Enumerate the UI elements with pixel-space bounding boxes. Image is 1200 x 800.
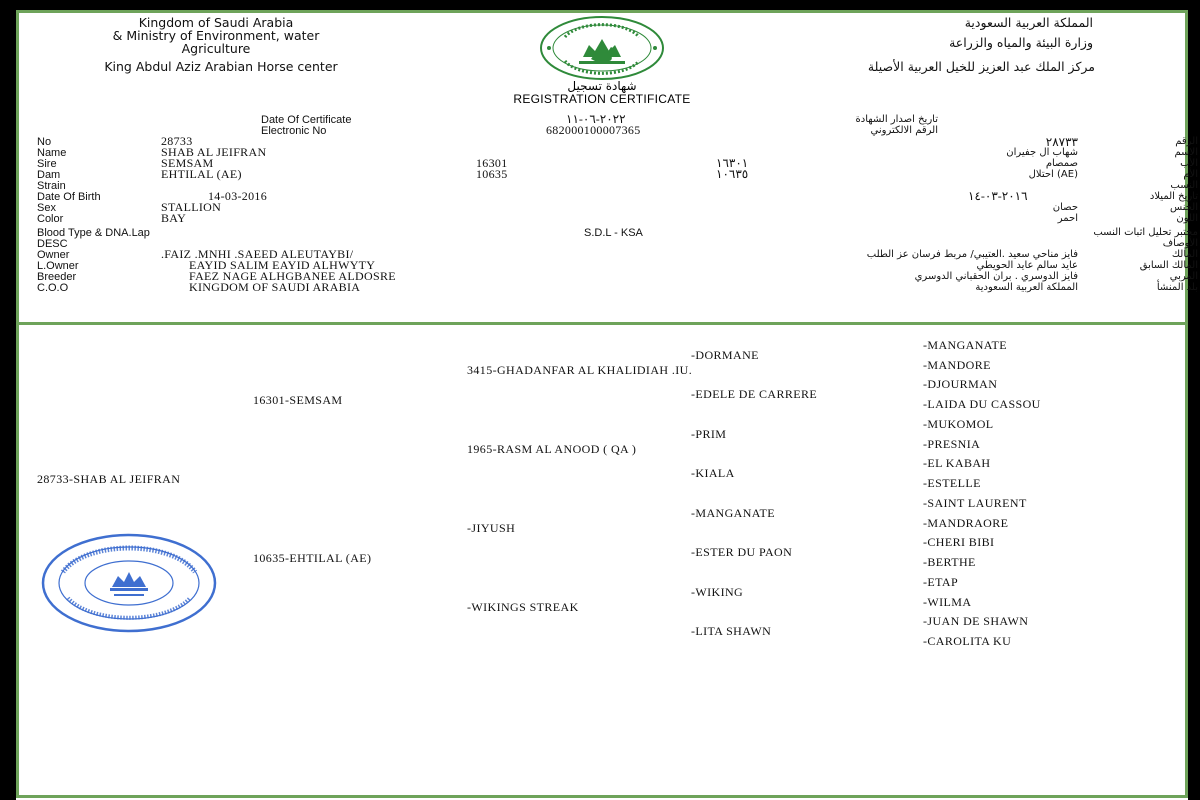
pedigree-gen3-item: -DORMANE <box>691 348 759 362</box>
pedigree-gen3-item: -LITA SHAWN <box>691 624 772 638</box>
owner-value: .FAIZ .MNHI .SAEED ALEUTAYBI/ <box>161 247 354 261</box>
name-label-ar: الاسم <box>1174 147 1198 158</box>
breeder-label-ar: المربي <box>1169 271 1198 282</box>
pedigree-dam: 10635-EHTILAL (AE) <box>253 551 372 565</box>
pedigree-gen4-item: -MUKOMOL <box>923 417 994 431</box>
pedigree-gen4-item: -MANDRAORE <box>923 516 1009 530</box>
pedigree-gen4-item: -EL KABAH <box>923 456 991 470</box>
name-value: SHAB AL JEIFRAN <box>161 145 267 159</box>
dam-label-ar: الأم <box>1183 169 1198 180</box>
sire-number: 16301 <box>476 156 508 170</box>
sex-label-ar: الجنس <box>1169 202 1198 213</box>
dob-label-ar: تاريخ الميلاد <box>1149 191 1198 202</box>
color-label: Color <box>37 213 64 225</box>
breeder-value: FAEZ NAGE ALHGBANEE ALDOSRE <box>189 269 396 283</box>
pedigree-gen3-item: -WIKING <box>691 585 744 599</box>
pedigree-horse: 28733-SHAB AL JEIFRAN <box>37 472 181 486</box>
sex-value: STALLION <box>161 200 222 214</box>
owner-value-ar: فايز مناحي سعيد .العتيبي/ مربط فرسان عز الطلب <box>866 249 1078 260</box>
dob-label: Date Of Birth <box>37 191 101 203</box>
dam-number: 10635 <box>476 167 508 181</box>
pedigree-gen4-item: -SAINT LAURENT <box>923 496 1027 510</box>
pedigree-gen4-item: -LAIDA DU CASSOU <box>923 397 1041 411</box>
pedigree-gen3-item: -KIALA <box>691 466 735 480</box>
date-label: Date Of Certificate <box>261 114 352 126</box>
dam-number-ar: ١٠٦٣٥ <box>716 167 749 181</box>
lowner-value-ar: عايد سالم عايد الحويطي <box>976 260 1078 271</box>
pedigree-gen4-item: -MANDORE <box>923 358 991 372</box>
breeder-value-ar: فايز الدوسري . بران الحقباني الدوسري <box>914 271 1078 282</box>
lowner-label-ar: المالك السابق <box>1139 260 1198 271</box>
dob-value: 14-03-2016 <box>208 189 267 203</box>
pedigree-gen4-item: -BERTHE <box>923 555 976 569</box>
date-value: ٢٠٢٢-٠٦-١١ <box>566 112 626 126</box>
pedigree-gen4-item: -ETAP <box>923 575 959 589</box>
desc-label-ar: الأوصاف <box>1162 238 1198 249</box>
no-label: No <box>37 136 52 148</box>
strain-label: Strain <box>37 180 66 192</box>
pedigree-gen4-item: -JUAN DE SHAWN <box>923 614 1029 628</box>
sex-value-ar: حصان <box>1052 202 1078 213</box>
sire-label: Sire <box>37 158 57 170</box>
dam-label: Dam <box>37 169 61 181</box>
color-label-ar: اللون <box>1176 213 1198 224</box>
no-value-ar: ٢٨٧٣٣ <box>1045 135 1078 149</box>
electronic-label-ar: الرقم الالكتروني <box>870 125 938 136</box>
lowner-label: L.Owner <box>37 260 79 272</box>
header-en-line1: Kingdom of Saudi Arabia <box>138 15 294 30</box>
header-en-line2: & Ministry of Environment, water <box>112 28 320 43</box>
strain-label-ar: النسب <box>1170 180 1198 191</box>
registrar-stamp-icon <box>40 532 218 634</box>
pedigree-gen4-item: -CAROLITA KU <box>923 634 1012 648</box>
breeder-label: Breeder <box>37 271 77 283</box>
name-label: Name <box>37 147 67 159</box>
pedigree-gen3-item: -ESTER DU PAON <box>691 545 793 559</box>
pedigree-gen3-item: -PRIM <box>691 427 727 441</box>
blood-value: S.D.L - KSA <box>584 227 643 239</box>
dob-value-ar: ٢٠١٦-٠٣-١٤ <box>968 189 1028 203</box>
header-en-line3: Agriculture <box>181 41 251 56</box>
pedigree-gen4-item: -ESTELLE <box>923 476 981 490</box>
electronic-value: 682000100007365 <box>546 123 641 137</box>
pedigree-sire: 16301-SEMSAM <box>253 393 343 407</box>
section-divider <box>16 322 1185 325</box>
pedigree-gen2-item: -JIYUSH <box>467 521 516 535</box>
blood-label-ar: مختبر تحليل اثبات النسب <box>1093 227 1198 238</box>
color-value-ar: احمر <box>1057 213 1078 224</box>
page-title: REGISTRATION CERTIFICATE <box>513 92 691 106</box>
desc-label: DESC <box>37 238 68 250</box>
certificate-sheet <box>16 10 1198 800</box>
coo-label-ar: بلد المنشأ <box>1156 282 1198 293</box>
lowner-value: EAYID SALIM EAYID ALHWYTY <box>189 258 376 272</box>
header-english <box>66 16 366 55</box>
pedigree-gen3-item: -EDELE DE CARRERE <box>691 387 818 401</box>
pedigree-gen3-item: -MANGANATE <box>691 506 775 520</box>
electronic-label: Electronic No <box>261 125 327 137</box>
coo-value-ar: المملكة العربية السعودية <box>975 282 1078 293</box>
pedigree-gen4-item: -WILMA <box>923 595 972 609</box>
color-value: BAY <box>161 211 187 225</box>
no-label-ar: الرقم <box>1175 136 1198 147</box>
blood-label: Blood Type & DNA.Lap <box>37 227 150 239</box>
pedigree-gen4-item: -PRESNIA <box>923 437 981 451</box>
coo-label: C.O.O <box>37 282 69 294</box>
center-logo-icon <box>539 15 665 81</box>
pedigree-gen2-item: -WIKINGS STREAK <box>467 600 579 614</box>
header-ar-line1: المملكة العربية السعودية <box>964 15 1093 30</box>
pedigree-gen4-item: -CHERI BIBI <box>923 535 995 549</box>
pedigree-gen4-item: -MANGANATE <box>923 338 1007 352</box>
dam-value: EHTILAL (AE) <box>161 167 242 181</box>
header-ar-line2: وزارة البيئة والمياه والزراعة <box>949 35 1093 50</box>
pedigree-gen2-item: 1965-RASM AL ANOOD ( QA ) <box>467 442 637 456</box>
owner-label-ar: المالك <box>1171 249 1198 260</box>
sire-value-ar: صمصام <box>1045 158 1078 169</box>
pedigree-gen2-item: 3415-GHADANFAR AL KHALIDIAH .IU. <box>467 363 693 377</box>
pedigree-gen4-item: -DJOURMAN <box>923 377 998 391</box>
dam-value-ar: (AE) احتلال <box>1028 169 1078 180</box>
owner-label: Owner <box>37 249 70 261</box>
no-value: 28733 <box>161 134 193 148</box>
sire-value: SEMSAM <box>161 156 214 170</box>
coo-value: KINGDOM OF SAUDI ARABIA <box>189 280 361 294</box>
date-label-ar: تاريخ اصدار الشهادة <box>855 114 938 125</box>
header-ar-line3: مركز الملك عبد العزيز للخيل العربية الأصيلة <box>867 59 1095 74</box>
sire-label-ar: الأب <box>1180 158 1198 169</box>
name-value-ar: شهاب ال جفيران <box>1006 147 1078 158</box>
sex-label: Sex <box>37 202 56 214</box>
title-arabic: شهادة تسجيل <box>567 79 637 93</box>
sire-number-ar: ١٦٣٠١ <box>716 156 749 170</box>
header-en-line4: King Abdul Aziz Arabian Horse center <box>104 59 338 74</box>
